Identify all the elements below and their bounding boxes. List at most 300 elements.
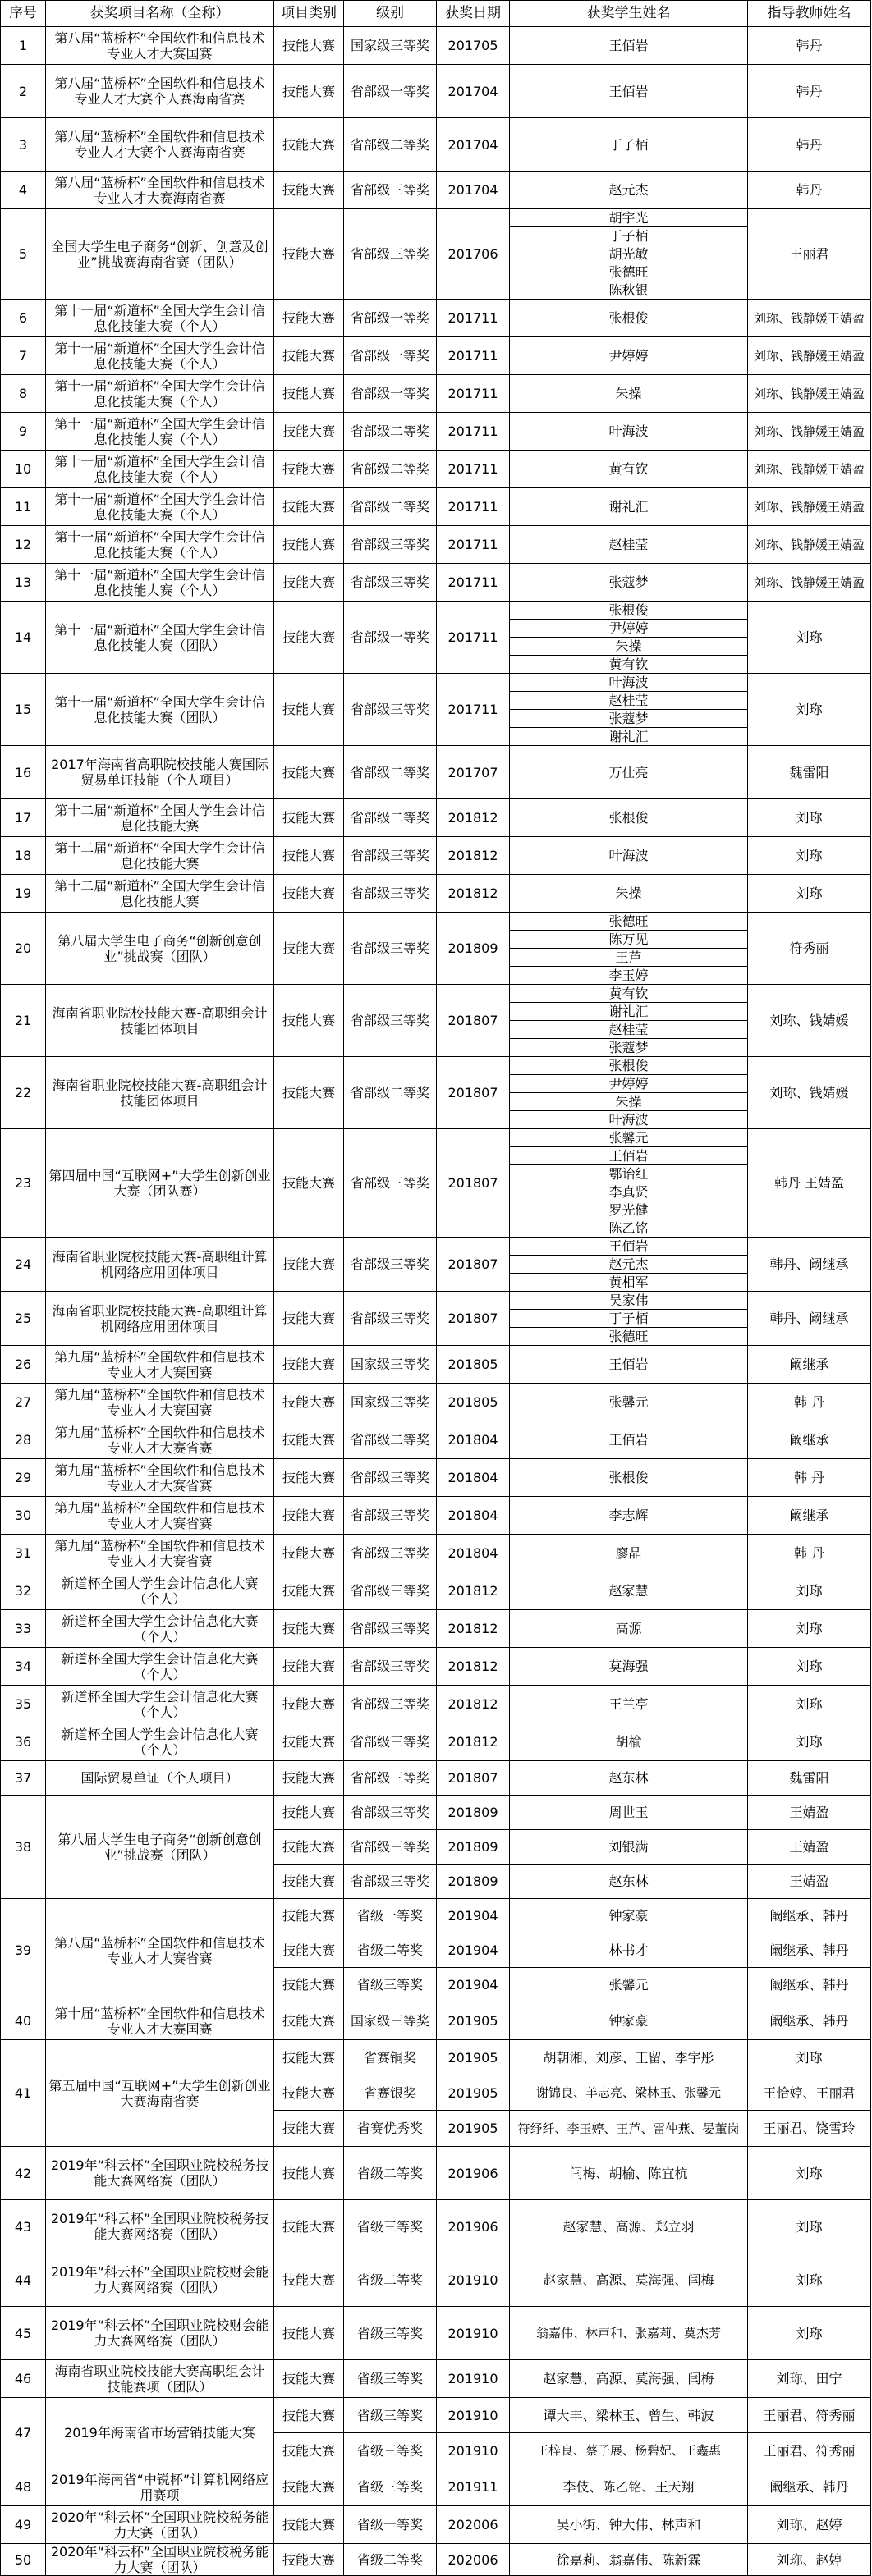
teacher-name: 阚继承 — [747, 1421, 871, 1459]
teacher-name: 韩 丹 — [747, 1383, 871, 1421]
project-name: 国际贸易单证（个人项目） — [45, 1760, 274, 1796]
award-level: 省部级三等奖 — [343, 1647, 437, 1686]
project-category: 技能大赛 — [273, 601, 344, 674]
project-name: 海南省职业院校技能大赛-高职组计算机网络应用团体项目 — [45, 1291, 274, 1346]
teacher-name: 刘珎、钱静媛王婧盈 — [747, 299, 871, 337]
award-level: 省部级二等奖 — [343, 412, 437, 451]
student-name: 王兰亭 — [509, 1685, 748, 1723]
teacher-name: 韩丹 — [747, 64, 871, 118]
student-name: 赵桂莹 — [509, 1020, 748, 1039]
award-date: 201711 — [436, 563, 510, 602]
award-date: 201905 — [436, 2002, 510, 2040]
award-date: 201904 — [436, 1967, 510, 2002]
teacher-name: 阚继承、韩丹 — [747, 1933, 871, 1968]
student-name: 丁子栢 — [509, 1309, 748, 1328]
row-number: 42 — [0, 2146, 46, 2200]
project-category: 技能大赛 — [273, 2432, 344, 2468]
award-level: 省级二等奖 — [343, 2253, 437, 2307]
row-number: 29 — [0, 1458, 46, 1497]
column-header: 项目类别 — [273, 0, 344, 27]
teacher-name: 刘珎、钱静媛王婧盈 — [747, 563, 871, 602]
project-category: 技能大赛 — [273, 1056, 344, 1129]
award-date: 201904 — [436, 1933, 510, 1968]
student-name: 李伎、陈乙铭、王天翔 — [509, 2468, 748, 2506]
student-name: 王佰岩 — [509, 64, 748, 118]
project-name: 第五届中国“互联网+”大学生创新创业大赛海南省赛 — [45, 2039, 274, 2147]
teacher-name: 阚继承、韩丹 — [747, 2002, 871, 2040]
row-number: 50 — [0, 2543, 46, 2576]
award-date: 201812 — [436, 1647, 510, 1686]
project-name: 第十一届“新道杯”全国大学生会计信息化技能大赛（个人） — [45, 412, 274, 451]
award-date: 201711 — [436, 336, 510, 375]
student-name: 谭大丰、梁林玉、曾生、韩波 — [509, 2397, 748, 2433]
project-category: 技能大赛 — [273, 2199, 344, 2253]
award-date: 201805 — [436, 1383, 510, 1421]
teacher-name: 韩 丹 — [747, 1458, 871, 1497]
student-name: 王梓良、蔡子展、杨碧妃、王鑫惠 — [509, 2432, 748, 2468]
project-category: 技能大赛 — [273, 1864, 344, 1899]
student-name: 朱操 — [509, 374, 748, 413]
row-number: 17 — [0, 798, 46, 837]
award-level: 省部级三等奖 — [343, 912, 437, 985]
award-level: 省级三等奖 — [343, 1967, 437, 2002]
project-category: 技能大赛 — [273, 117, 344, 172]
award-level: 省部级三等奖 — [343, 1685, 437, 1723]
project-name: 海南省职业院校技能大赛-高职组会计技能团体项目 — [45, 984, 274, 1057]
award-level: 省部级三等奖 — [343, 1458, 437, 1497]
award-level: 省部级三等奖 — [343, 563, 437, 602]
student-name: 徐嘉莉、翁嘉伟、陈新霖 — [509, 2543, 748, 2576]
award-level: 省部级三等奖 — [343, 1723, 437, 1761]
project-category: 技能大赛 — [273, 1898, 344, 1933]
award-level: 省部级三等奖 — [343, 836, 437, 875]
award-date: 201807 — [436, 1128, 510, 1238]
student-name: 张根俊 — [509, 1056, 748, 1075]
award-date: 201706 — [436, 208, 510, 300]
project-category: 技能大赛 — [273, 874, 344, 913]
award-level: 省级三等奖 — [343, 2397, 437, 2433]
student-name: 赵东林 — [509, 1864, 748, 1899]
award-date: 201707 — [436, 745, 510, 799]
project-category: 技能大赛 — [273, 1967, 344, 2002]
row-number: 16 — [0, 745, 46, 799]
project-category: 技能大赛 — [273, 836, 344, 875]
student-name: 胡宇光 — [509, 208, 748, 227]
student-name: 黄有钦 — [509, 655, 748, 674]
teacher-name: 刘珎 — [747, 874, 871, 913]
teacher-name: 刘珎 — [747, 601, 871, 674]
award-date: 202006 — [436, 2505, 510, 2544]
student-name: 朱操 — [509, 874, 748, 913]
project-name: 海南省职业院校技能大赛高职组会计技能赛项（团队） — [45, 2359, 274, 2398]
project-name: 海南省职业院校技能大赛-高职组会计技能团体项目 — [45, 1056, 274, 1129]
student-name: 廖晶 — [509, 1534, 748, 1572]
project-category: 技能大赛 — [273, 1345, 344, 1384]
student-name: 莫海强 — [509, 1647, 748, 1686]
award-level: 省部级二等奖 — [343, 117, 437, 172]
student-name: 赵桂莹 — [509, 691, 748, 710]
student-name: 赵家慧、高源、莫海强、闫梅 — [509, 2253, 748, 2307]
award-level: 省部级三等奖 — [343, 525, 437, 564]
award-date: 201711 — [436, 412, 510, 451]
award-level: 国家级三等奖 — [343, 1383, 437, 1421]
award-level: 省部级三等奖 — [343, 874, 437, 913]
award-level: 省级三等奖 — [343, 2468, 437, 2506]
project-category: 技能大赛 — [273, 1829, 344, 1865]
teacher-name: 刘珎、钱婧媛 — [747, 984, 871, 1057]
project-name: 2019年“科云杯”全国职业院校财会能力大赛网络赛（团队） — [45, 2306, 274, 2360]
student-name: 谢锦良、羊志亮、梁林玉、张馨元 — [509, 2075, 748, 2111]
student-name: 罗光健 — [509, 1201, 748, 1219]
row-number: 6 — [0, 299, 46, 337]
project-name: 第八届“蓝桥杯”全国软件和信息技术专业人才大赛海南省赛 — [45, 171, 274, 209]
project-name: 新道杯全国大学生会计信息化大赛（个人） — [45, 1723, 274, 1761]
student-name: 张根俊 — [509, 1458, 748, 1497]
project-name: 第八届“蓝桥杯”全国软件和信息技术专业人才大赛个人赛海南省赛 — [45, 117, 274, 172]
project-category: 技能大赛 — [273, 563, 344, 602]
award-date: 201704 — [436, 171, 510, 209]
project-category: 技能大赛 — [273, 299, 344, 337]
teacher-name: 王婧盈 — [747, 1864, 871, 1899]
award-date: 201904 — [436, 1898, 510, 1933]
award-date: 201711 — [436, 487, 510, 526]
teacher-name: 王恰婷、王丽君 — [747, 2075, 871, 2111]
project-name: 2019年海南省“中锐杯”计算机网络应用赛项 — [45, 2468, 274, 2506]
teacher-name: 王丽君、符秀丽 — [747, 2397, 871, 2433]
award-level: 省级三等奖 — [343, 2306, 437, 2360]
row-number: 18 — [0, 836, 46, 875]
award-level: 省级三等奖 — [343, 2432, 437, 2468]
project-category: 技能大赛 — [273, 1760, 344, 1796]
project-name: 2020年“科云杯”全国职业院校税务能力大赛（团队） — [45, 2543, 274, 2576]
project-category: 技能大赛 — [273, 450, 344, 488]
award-level: 省部级三等奖 — [343, 1760, 437, 1796]
project-name: 2019年“科云杯”全国职业院校财会能力大赛网络赛（团队） — [45, 2253, 274, 2307]
student-name: 李真贤 — [509, 1183, 748, 1201]
award-level: 省级一等奖 — [343, 1898, 437, 1933]
row-number: 28 — [0, 1421, 46, 1459]
column-header: 序号 — [0, 0, 46, 27]
award-date: 201910 — [436, 2306, 510, 2360]
award-level: 省部级三等奖 — [343, 208, 437, 300]
student-name: 谢礼汇 — [509, 727, 748, 746]
project-name: 新道杯全国大学生会计信息化大赛（个人） — [45, 1572, 274, 1610]
project-name: 第十二届“新道杯”全国大学生会计信息化技能大赛 — [45, 798, 274, 837]
project-category: 技能大赛 — [273, 1933, 344, 1968]
project-category: 技能大赛 — [273, 1458, 344, 1497]
award-level: 国家级三等奖 — [343, 26, 437, 65]
project-name: 第十二届“新道杯”全国大学生会计信息化技能大赛 — [45, 874, 274, 913]
student-name: 胡光敏 — [509, 245, 748, 263]
student-name: 黄有钦 — [509, 984, 748, 1003]
award-date: 201807 — [436, 1760, 510, 1796]
project-category: 技能大赛 — [273, 2468, 344, 2506]
student-name: 陈乙铭 — [509, 1219, 748, 1238]
award-level: 省部级一等奖 — [343, 336, 437, 375]
student-name: 林书才 — [509, 1933, 748, 1968]
project-category: 技能大赛 — [273, 2110, 344, 2147]
teacher-name: 阚继承 — [747, 1496, 871, 1535]
teacher-name: 刘珎 — [747, 1685, 871, 1723]
award-date: 201804 — [436, 1534, 510, 1572]
student-name: 张馨元 — [509, 1128, 748, 1147]
student-name: 张馨元 — [509, 1967, 748, 2002]
teacher-name: 魏雷阳 — [747, 1760, 871, 1796]
project-category: 技能大赛 — [273, 2075, 344, 2111]
teacher-name: 刘珎、田宁 — [747, 2359, 871, 2398]
project-category: 技能大赛 — [273, 1383, 344, 1421]
row-number: 46 — [0, 2359, 46, 2398]
award-date: 201911 — [436, 2468, 510, 2506]
project-category: 技能大赛 — [273, 1421, 344, 1459]
award-date: 201705 — [436, 26, 510, 65]
award-level: 省部级三等奖 — [343, 1864, 437, 1899]
award-level: 省部级三等奖 — [343, 984, 437, 1057]
teacher-name: 阚继承 — [747, 1345, 871, 1384]
award-date: 201807 — [436, 1056, 510, 1129]
row-number: 40 — [0, 2002, 46, 2040]
row-number: 43 — [0, 2199, 46, 2253]
row-number: 15 — [0, 673, 46, 746]
project-name: 第十一届“新道杯”全国大学生会计信息化技能大赛（个人） — [45, 450, 274, 488]
student-name: 王佰岩 — [509, 26, 748, 65]
award-date: 201807 — [436, 1291, 510, 1346]
award-level: 省部级三等奖 — [343, 1237, 437, 1292]
student-name: 赵家慧、高源、莫海强、闫梅 — [509, 2359, 748, 2398]
project-name: 2020年“科云杯”全国职业院校税务能力大赛（团队） — [45, 2505, 274, 2544]
row-number: 49 — [0, 2505, 46, 2544]
teacher-name: 王婧盈 — [747, 1829, 871, 1865]
student-name: 周世玉 — [509, 1795, 748, 1830]
student-name: 李志辉 — [509, 1496, 748, 1535]
project-name: 新道杯全国大学生会计信息化大赛（个人） — [45, 1609, 274, 1648]
award-date: 201812 — [436, 798, 510, 837]
student-name: 陈秋银 — [509, 281, 748, 300]
award-level: 省级二等奖 — [343, 1933, 437, 1968]
teacher-name: 王丽君、符秀丽 — [747, 2432, 871, 2468]
student-name: 鄂诒红 — [509, 1164, 748, 1183]
project-category: 技能大赛 — [273, 525, 344, 564]
project-name: 第十二届“新道杯”全国大学生会计信息化技能大赛 — [45, 836, 274, 875]
project-category: 技能大赛 — [273, 912, 344, 985]
project-name: 第八届“蓝桥杯”全国软件和信息技术专业人才大赛国赛 — [45, 26, 274, 65]
award-level: 省部级一等奖 — [343, 601, 437, 674]
student-name: 王佰岩 — [509, 1146, 748, 1165]
row-number: 22 — [0, 1056, 46, 1129]
award-level: 省部级二等奖 — [343, 487, 437, 526]
teacher-name: 刘珎、钱静媛王婧盈 — [747, 336, 871, 375]
row-number: 12 — [0, 525, 46, 564]
teacher-name: 王婧盈 — [747, 1795, 871, 1830]
award-date: 201804 — [436, 1458, 510, 1497]
row-number: 31 — [0, 1534, 46, 1572]
student-name: 万仕亮 — [509, 745, 748, 799]
row-number: 30 — [0, 1496, 46, 1535]
project-name: 第十一届“新道杯”全国大学生会计信息化技能大赛（个人） — [45, 563, 274, 602]
award-level: 省级三等奖 — [343, 2359, 437, 2398]
award-date: 201807 — [436, 984, 510, 1057]
teacher-name: 刘珎、钱静媛王婧盈 — [747, 525, 871, 564]
award-level: 省部级三等奖 — [343, 171, 437, 209]
project-name: 第九届“蓝桥杯”全国软件和信息技术专业人才大赛省赛 — [45, 1534, 274, 1572]
teacher-name: 王丽君 — [747, 208, 871, 300]
student-name: 张馨元 — [509, 1383, 748, 1421]
column-header: 获奖日期 — [436, 0, 510, 27]
award-date: 201809 — [436, 1864, 510, 1899]
row-number: 21 — [0, 984, 46, 1057]
project-name: 第九届“蓝桥杯”全国软件和信息技术专业人才大赛省赛 — [45, 1421, 274, 1459]
row-number: 13 — [0, 563, 46, 602]
award-date: 202006 — [436, 2543, 510, 2576]
student-name: 王芦 — [509, 948, 748, 967]
award-level: 国家级三等奖 — [343, 2002, 437, 2040]
award-level: 省部级三等奖 — [343, 1795, 437, 1830]
student-name: 张根俊 — [509, 299, 748, 337]
row-number: 32 — [0, 1572, 46, 1610]
student-name: 尹婷婷 — [509, 1074, 748, 1093]
project-name: 第十一届“新道杯”全国大学生会计信息化技能大赛（团队） — [45, 601, 274, 674]
teacher-name: 符秀丽 — [747, 912, 871, 985]
project-name: 第十一届“新道杯”全国大学生会计信息化技能大赛（个人） — [45, 299, 274, 337]
award-date: 201711 — [436, 673, 510, 746]
student-name: 丁子栢 — [509, 117, 748, 172]
award-level: 省部级一等奖 — [343, 374, 437, 413]
project-category: 技能大赛 — [273, 1128, 344, 1238]
project-category: 技能大赛 — [273, 64, 344, 118]
teacher-name: 韩丹 — [747, 26, 871, 65]
teacher-name: 刘珎、钱静媛王婧盈 — [747, 374, 871, 413]
award-date: 201809 — [436, 912, 510, 985]
student-name: 黄有钦 — [509, 450, 748, 488]
project-name: 第九届“蓝桥杯”全国软件和信息技术专业人才大赛省赛 — [45, 1458, 274, 1497]
project-name: 新道杯全国大学生会计信息化大赛（个人） — [45, 1685, 274, 1723]
project-name: 海南省职业院校技能大赛-高职组计算机网络应用团体项目 — [45, 1237, 274, 1292]
column-header: 获奖项目名称（全称） — [45, 0, 274, 27]
project-category: 技能大赛 — [273, 2397, 344, 2433]
award-date: 201812 — [436, 1572, 510, 1610]
column-header: 级别 — [343, 0, 437, 27]
teacher-name: 阚继承、韩丹 — [747, 2468, 871, 2506]
teacher-name: 刘珎、赵婷 — [747, 2543, 871, 2576]
award-level: 省部级二等奖 — [343, 450, 437, 488]
award-level: 省级二等奖 — [343, 2146, 437, 2200]
award-level: 省部级三等奖 — [343, 1572, 437, 1610]
project-name: 2019年“科云杯”全国职业院校税务技能大赛网络赛（团队） — [45, 2146, 274, 2200]
award-level: 省部级一等奖 — [343, 64, 437, 118]
project-category: 技能大赛 — [273, 1647, 344, 1686]
award-date: 201804 — [436, 1421, 510, 1459]
award-date: 201910 — [436, 2432, 510, 2468]
award-date: 201910 — [436, 2397, 510, 2433]
project-name: 全国大学生电子商务“创新、创意及创业”挑战赛海南省赛（团队） — [45, 208, 274, 300]
award-level: 省级二等奖 — [343, 2543, 437, 2576]
student-name: 刘银满 — [509, 1829, 748, 1865]
student-name: 朱操 — [509, 1092, 748, 1111]
student-name: 赵东林 — [509, 1760, 748, 1796]
award-date: 201711 — [436, 299, 510, 337]
row-number: 33 — [0, 1609, 46, 1648]
student-name: 赵元杰 — [509, 1255, 748, 1274]
award-date: 201812 — [436, 874, 510, 913]
row-number: 36 — [0, 1723, 46, 1761]
award-date: 201905 — [436, 2110, 510, 2147]
student-name: 符纾纤、李玉婷、王芦、雷仲燕、晏董岗 — [509, 2110, 748, 2147]
row-number: 11 — [0, 487, 46, 526]
row-number: 41 — [0, 2039, 46, 2147]
column-header: 获奖学生姓名 — [509, 0, 748, 27]
row-number: 7 — [0, 336, 46, 375]
student-name: 尹婷婷 — [509, 619, 748, 638]
row-number: 10 — [0, 450, 46, 488]
project-category: 技能大赛 — [273, 412, 344, 451]
student-name: 张根俊 — [509, 601, 748, 620]
row-number: 45 — [0, 2306, 46, 2360]
project-category: 技能大赛 — [273, 798, 344, 837]
student-name: 陈万见 — [509, 930, 748, 949]
row-number: 27 — [0, 1383, 46, 1421]
student-name: 胡榆 — [509, 1723, 748, 1761]
student-name: 赵元杰 — [509, 171, 748, 209]
row-number: 39 — [0, 1898, 46, 2002]
project-category: 技能大赛 — [273, 2505, 344, 2544]
award-date: 201905 — [436, 2039, 510, 2075]
teacher-name: 刘珎 — [747, 1647, 871, 1686]
teacher-name: 刘珎、钱婧媛 — [747, 1056, 871, 1129]
project-name: 第十一届“新道杯”全国大学生会计信息化技能大赛（个人） — [45, 525, 274, 564]
student-name: 吴家伟 — [509, 1291, 748, 1310]
award-date: 201711 — [436, 374, 510, 413]
student-name: 张德旺 — [509, 1327, 748, 1346]
award-date: 201906 — [436, 2146, 510, 2200]
row-number: 14 — [0, 601, 46, 674]
student-name: 张德旺 — [509, 263, 748, 281]
teacher-name: 刘珎、钱静媛王婧盈 — [747, 450, 871, 488]
project-name: 新道杯全国大学生会计信息化大赛（个人） — [45, 1647, 274, 1686]
student-name: 叶海波 — [509, 836, 748, 875]
student-name: 吴小街、钟大伟、林声和 — [509, 2505, 748, 2544]
student-name: 王佰岩 — [509, 1237, 748, 1256]
award-level: 省部级三等奖 — [343, 1829, 437, 1865]
student-name: 叶海波 — [509, 673, 748, 692]
student-name: 叶海波 — [509, 412, 748, 451]
student-name: 谢礼汇 — [509, 1002, 748, 1021]
award-date: 201704 — [436, 117, 510, 172]
project-category: 技能大赛 — [273, 1609, 344, 1648]
project-category: 技能大赛 — [273, 2253, 344, 2307]
teacher-name: 刘珎 — [747, 2199, 871, 2253]
row-number: 2 — [0, 64, 46, 118]
award-level: 省部级三等奖 — [343, 1496, 437, 1535]
award-level: 省级一等奖 — [343, 2505, 437, 2544]
teacher-name: 韩丹 王婧盈 — [747, 1128, 871, 1238]
award-level: 省赛银奖 — [343, 2075, 437, 2111]
project-category: 技能大赛 — [273, 2146, 344, 2200]
award-date: 201812 — [436, 1685, 510, 1723]
student-name: 张蔻梦 — [509, 709, 748, 728]
project-category: 技能大赛 — [273, 374, 344, 413]
project-category: 技能大赛 — [273, 2306, 344, 2360]
project-category: 技能大赛 — [273, 1572, 344, 1610]
project-category: 技能大赛 — [273, 1685, 344, 1723]
student-name: 谢礼汇 — [509, 487, 748, 526]
award-date: 201711 — [436, 601, 510, 674]
row-number: 1 — [0, 26, 46, 65]
teacher-name: 刘珎 — [747, 1609, 871, 1648]
row-number: 5 — [0, 208, 46, 300]
award-level: 国家级三等奖 — [343, 1345, 437, 1384]
award-date: 201910 — [436, 2359, 510, 2398]
project-category: 技能大赛 — [273, 1496, 344, 1535]
